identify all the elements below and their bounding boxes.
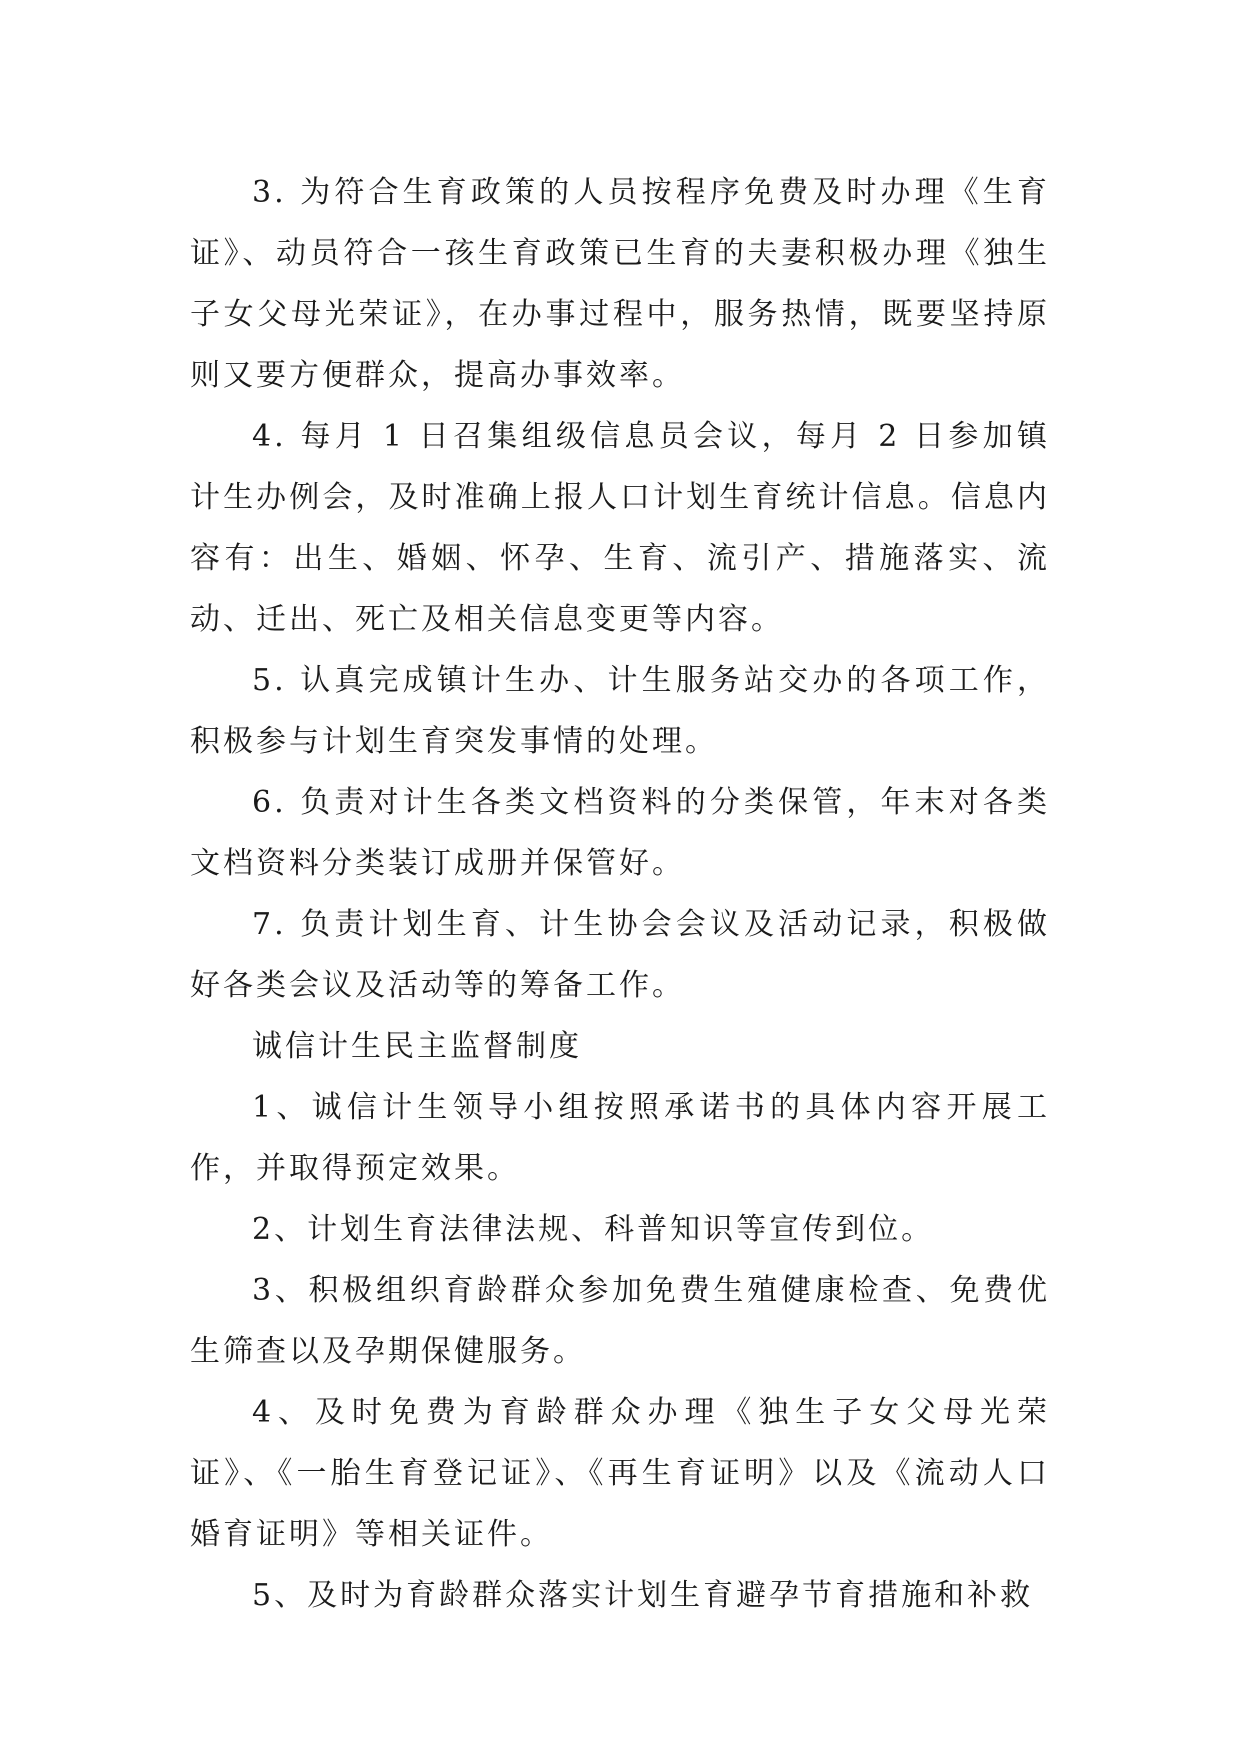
rule-item-3: 3、积极组织育龄群众参加免费生殖健康检查、免费优生筛查以及孕期保健服务。 — [190, 1273, 1050, 1369]
document-body — [190, 162, 1050, 1626]
rule-item-5: 5、及时为育龄群众落实计划生育避孕节育措施和补救 — [252, 1578, 1034, 1613]
paragraph-item-5: 5. 认真完成镇计生办、计生服务站交办的各项工作，积极参与计划生育突发事情的处理。 — [190, 663, 1050, 759]
rule-item-4: 4、及时免费为育龄群众办理《独生子女父母光荣证》、《一胎生育登记证》、《再生育证明》以及《流动人口婚育证明》等相关证件。 — [190, 1395, 1050, 1552]
paragraph-item-4: 4. 每月 1 日召集组级信息员会议，每月 2 日参加镇计生办例会，及时准确上报人口计划生育统计信息。信息内容有：出生、婚姻、怀孕、生育、流引产、措施落实、流动、迁出、死亡及相关信息变更等内容。 — [190, 419, 1050, 637]
paragraph-item-6: 6. 负责对计生各类文档资料的分类保管，年末对各类文档资料分类装订成册并保管好。 — [190, 785, 1050, 881]
rule-item-2: 2、计划生育法律法规、科普知识等宣传到位。 — [252, 1212, 935, 1247]
section-heading: 诚信计生民主监督制度 — [252, 1029, 582, 1064]
rule-item-1: 1、诚信计生领导小组按照承诺书的具体内容开展工作，并取得预定效果。 — [190, 1090, 1050, 1186]
paragraph-item-3: 3. 为符合生育政策的人员按程序免费及时办理《生育证》、动员符合一孩生育政策已生育的夫妻积极办理《独生子女父母光荣证》，在办事过程中，服务热情，既要坚持原则又要方便群众，提高办事效率。 — [190, 175, 1050, 393]
paragraph-item-7: 7. 负责计划生育、计生协会会议及活动记录，积极做好各类会议及活动等的筹备工作。 — [190, 907, 1050, 1003]
